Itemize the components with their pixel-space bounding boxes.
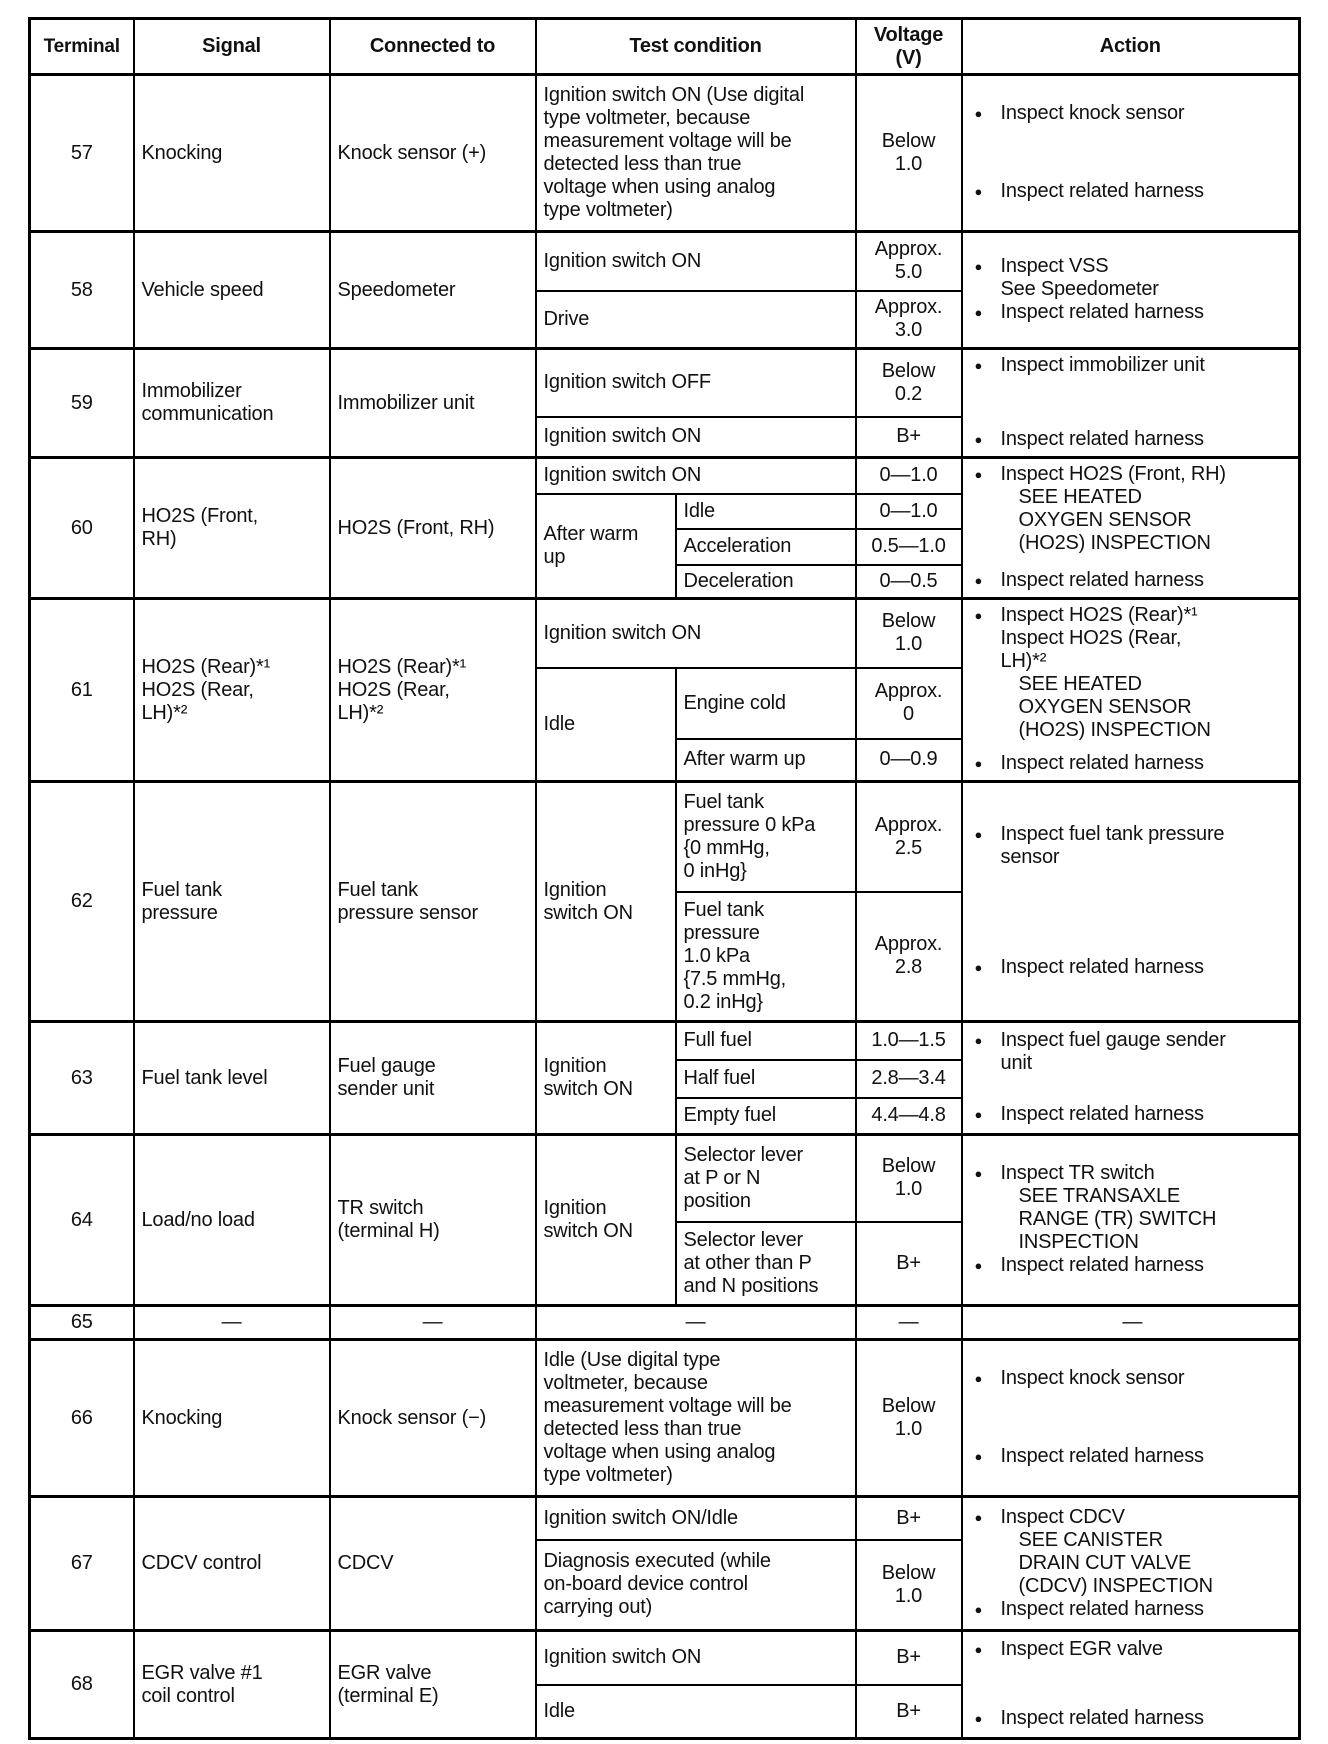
voltage-cell: 0.5—1.0	[856, 529, 962, 565]
action-item	[975, 1552, 1291, 1575]
test-subcondition-cell: Fuel tank pressure 1.0 kPa {7.5 mmHg, 0.2 inHg}	[676, 892, 856, 1022]
signal-cell: Vehicle speed	[134, 232, 330, 349]
action-item	[975, 752, 1291, 775]
action-text: SEE CANISTER	[1018, 1528, 1163, 1551]
voltage-cell: Below 0.2	[856, 349, 962, 417]
table-row	[30, 1135, 1300, 1222]
action-list	[975, 1136, 1291, 1303]
table-row	[30, 1497, 1300, 1540]
action-text: INSPECTION	[1018, 1231, 1139, 1253]
voltage-cell: —	[856, 1306, 962, 1340]
bullet-icon: ●	[974, 305, 983, 320]
voltage-cell: Below 1.0	[856, 599, 962, 668]
action-text: (CDCV) INSPECTION	[1018, 1574, 1213, 1597]
test-condition-group-cell: Idle	[536, 668, 676, 782]
voltage-cell: 0—0.9	[856, 739, 962, 782]
signal-cell: HO2S (Rear)*¹ HO2S (Rear, LH)*²	[134, 599, 330, 782]
connected-to-cell: TR switch (terminal H)	[330, 1135, 536, 1306]
action-text: Inspect TR switch	[1000, 1162, 1155, 1184]
action-text: Inspect knock sensor	[1000, 102, 1185, 124]
action-text: (HO2S) INSPECTION	[1018, 532, 1211, 554]
action-cell	[962, 1497, 1300, 1631]
connected-to-cell: CDCV	[330, 1497, 536, 1631]
connected-to-cell: Knock sensor (+)	[330, 75, 536, 232]
header-signal: Signal	[134, 19, 330, 75]
header-row	[30, 19, 1300, 75]
action-text: Inspect HO2S (Rear)*¹	[1000, 604, 1198, 626]
action-list	[975, 783, 1291, 1019]
table-body	[30, 75, 1300, 1739]
action-cell	[962, 1135, 1300, 1306]
action-list	[975, 1341, 1291, 1494]
connected-to-cell: Immobilizer unit	[330, 349, 536, 458]
action-text: Inspect related harness	[1000, 1597, 1204, 1620]
action-block	[975, 255, 1291, 324]
bullet-icon: ●	[974, 608, 983, 623]
action-item	[975, 509, 1291, 532]
test-subcondition-cell: Selector lever at P or N position	[676, 1135, 856, 1222]
voltage-cell: B+	[856, 1685, 962, 1739]
table-row	[30, 458, 1300, 494]
table-row	[30, 75, 1300, 232]
test-condition-group-cell: Ignition switch ON	[536, 1135, 676, 1306]
voltage-cell: Approx. 0	[856, 668, 962, 739]
action-item	[975, 532, 1291, 555]
table-row	[30, 232, 1300, 291]
action-block	[975, 1162, 1291, 1277]
bullet-icon: ●	[974, 358, 983, 373]
action-block	[975, 1367, 1291, 1390]
voltage-cell: Below 1.0	[856, 1135, 962, 1222]
action-text: —	[1122, 1310, 1143, 1333]
action-item	[975, 673, 1291, 696]
voltage-cell: Approx. 3.0	[856, 291, 962, 349]
bullet-icon: ●	[974, 1107, 983, 1122]
table-row	[30, 782, 1300, 892]
voltage-cell: Approx. 2.5	[856, 782, 962, 892]
voltage-cell: B+	[856, 1497, 962, 1540]
action-item	[975, 1162, 1291, 1185]
bullet-icon: ●	[974, 1601, 983, 1617]
test-condition-cell: Ignition switch ON	[536, 1631, 856, 1685]
terminal-cell: 62	[30, 782, 134, 1022]
header-action: Action	[962, 19, 1300, 75]
action-block	[975, 102, 1291, 125]
action-list	[975, 233, 1291, 346]
table-row	[30, 1022, 1300, 1060]
terminal-cell: 57	[30, 75, 134, 232]
voltage-cell: 4.4—4.8	[856, 1098, 962, 1135]
action-text: LH)*²	[1000, 650, 1047, 672]
test-condition-group-cell: Ignition switch ON	[536, 1022, 676, 1135]
action-text: Inspect related harness	[1000, 1103, 1204, 1125]
test-condition-cell: Drive	[536, 291, 856, 349]
ecu-terminal-table	[28, 17, 1301, 1740]
action-cell	[962, 1306, 1300, 1340]
terminal-cell: 63	[30, 1022, 134, 1135]
test-subcondition-cell: After warm up	[676, 739, 856, 782]
voltage-cell: B+	[856, 417, 962, 458]
action-block	[975, 1445, 1291, 1468]
voltage-cell: B+	[856, 1222, 962, 1306]
test-subcondition-cell: Idle	[676, 494, 856, 529]
action-block	[975, 823, 1291, 869]
voltage-cell: Below 1.0	[856, 1540, 962, 1631]
action-list	[975, 76, 1291, 229]
header-test-condition: Test condition	[536, 19, 856, 75]
action-cell	[962, 75, 1300, 232]
bullet-icon: ●	[974, 106, 983, 121]
action-list	[975, 1498, 1291, 1628]
action-block	[975, 463, 1291, 555]
bullet-icon: ●	[974, 1642, 983, 1657]
action-cell	[962, 599, 1300, 782]
terminal-cell: 68	[30, 1631, 134, 1739]
connected-to-cell: HO2S (Front, RH)	[330, 458, 536, 599]
action-item	[975, 354, 1291, 377]
terminal-cell: 61	[30, 599, 134, 782]
test-subcondition-cell: Half fuel	[676, 1060, 856, 1098]
test-subcondition-cell: Acceleration	[676, 529, 856, 565]
action-item	[975, 569, 1291, 592]
bullet-icon: ●	[974, 259, 983, 274]
action-text: Inspect HO2S (Front, RH)	[1000, 463, 1226, 485]
action-item	[975, 1445, 1291, 1468]
action-text: Inspect related harness	[1000, 1254, 1204, 1276]
action-text: Inspect related harness	[1000, 1445, 1204, 1467]
connected-to-cell: —	[330, 1306, 536, 1340]
action-text: Inspect HO2S (Rear,	[1000, 627, 1182, 649]
action-text: sensor	[1000, 846, 1060, 868]
action-item	[975, 846, 1291, 869]
terminal-cell: 65	[30, 1306, 134, 1340]
action-list	[975, 459, 1291, 596]
action-list	[975, 1632, 1291, 1736]
action-item	[975, 1598, 1291, 1621]
test-condition-cell: Ignition switch ON/Idle	[536, 1497, 856, 1540]
action-block	[975, 752, 1291, 775]
header-connected-to: Connected to	[330, 19, 536, 75]
action-text: See Speedometer	[1000, 278, 1159, 300]
voltage-cell: 0—1.0	[856, 494, 962, 529]
action-item	[975, 1529, 1291, 1552]
action-text: OXYGEN SENSOR	[1018, 509, 1192, 531]
action-item	[975, 301, 1291, 324]
connected-to-cell: Fuel gauge sender unit	[330, 1022, 536, 1135]
action-text: Inspect related harness	[1000, 569, 1204, 591]
test-condition-cell: Idle	[536, 1685, 856, 1739]
action-text: (HO2S) INSPECTION	[1018, 719, 1211, 741]
action-block	[975, 1103, 1291, 1126]
test-subcondition-cell: Fuel tank pressure 0 kPa {0 mmHg, 0 inHg}	[676, 782, 856, 892]
connected-to-cell: HO2S (Rear)*¹ HO2S (Rear, LH)*²	[330, 599, 536, 782]
action-item	[975, 278, 1291, 301]
action-list	[975, 600, 1291, 779]
voltage-cell: B+	[856, 1631, 962, 1685]
header-voltage: Voltage (V)	[856, 19, 962, 75]
action-item	[975, 1254, 1291, 1277]
terminal-cell: 60	[30, 458, 134, 599]
action-item	[975, 1052, 1291, 1075]
signal-cell: —	[134, 1306, 330, 1340]
action-item	[975, 627, 1291, 650]
table-row	[30, 349, 1300, 417]
action-text: Inspect CDCV	[1000, 1505, 1125, 1528]
action-list	[975, 1307, 1291, 1337]
connected-to-cell: Fuel tank pressure sensor	[330, 782, 536, 1022]
action-text: Inspect VSS	[1000, 255, 1109, 277]
action-block	[975, 1506, 1291, 1621]
action-item	[975, 255, 1291, 278]
signal-cell: Knocking	[134, 1340, 330, 1497]
action-text: Inspect EGR valve	[1000, 1638, 1163, 1660]
test-condition-cell: Ignition switch ON	[536, 417, 856, 458]
bullet-icon: ●	[974, 1509, 983, 1525]
bullet-icon: ●	[974, 756, 983, 771]
action-block	[975, 569, 1291, 592]
action-cell	[962, 458, 1300, 599]
terminal-cell: 67	[30, 1497, 134, 1631]
action-block	[975, 354, 1291, 377]
action-text: RANGE (TR) SWITCH	[1018, 1208, 1217, 1230]
bullet-icon: ●	[974, 1711, 983, 1726]
action-block	[975, 1029, 1291, 1075]
action-item	[975, 719, 1291, 742]
action-item	[975, 180, 1291, 203]
action-block	[975, 956, 1291, 979]
bullet-icon: ●	[974, 1449, 983, 1464]
action-block	[975, 428, 1291, 451]
action-text: Inspect related harness	[1000, 180, 1204, 202]
signal-cell: Fuel tank level	[134, 1022, 330, 1135]
test-subcondition-cell: Empty fuel	[676, 1098, 856, 1135]
terminal-cell: 58	[30, 232, 134, 349]
action-item	[975, 1638, 1291, 1661]
action-item	[975, 1367, 1291, 1390]
terminal-cell: 59	[30, 349, 134, 458]
bullet-icon: ●	[974, 467, 983, 482]
action-cell	[962, 782, 1300, 1022]
action-cell	[962, 1340, 1300, 1497]
connected-to-cell: EGR valve (terminal E)	[330, 1631, 536, 1739]
action-item	[975, 1208, 1291, 1231]
test-condition-cell: Ignition switch OFF	[536, 349, 856, 417]
signal-cell: EGR valve #1 coil control	[134, 1631, 330, 1739]
action-text: OXYGEN SENSOR	[1018, 696, 1192, 718]
action-text: Inspect immobilizer unit	[1000, 354, 1205, 376]
test-condition-cell: Ignition switch ON	[536, 458, 856, 494]
action-block	[975, 180, 1291, 203]
action-item	[975, 486, 1291, 509]
action-cell	[962, 349, 1300, 458]
terminal-cell: 64	[30, 1135, 134, 1306]
action-text: SEE TRANSAXLE	[1018, 1185, 1181, 1207]
action-cell	[962, 1022, 1300, 1135]
action-item	[975, 1029, 1291, 1052]
test-condition-cell: Ignition switch ON	[536, 599, 856, 668]
bullet-icon: ●	[974, 573, 983, 588]
voltage-cell: 0—0.5	[856, 565, 962, 599]
action-item	[975, 102, 1291, 125]
action-text: Inspect related harness	[1000, 752, 1204, 774]
test-condition-group-cell: Ignition switch ON	[536, 782, 676, 1022]
test-subcondition-cell: Engine cold	[676, 668, 856, 739]
action-text: Inspect related harness	[1000, 1707, 1204, 1729]
signal-cell: Load/no load	[134, 1135, 330, 1306]
signal-cell: HO2S (Front, RH)	[134, 458, 330, 599]
action-cell	[962, 1631, 1300, 1739]
action-text: Inspect related harness	[1000, 956, 1204, 978]
action-text: Inspect related harness	[1000, 428, 1204, 450]
terminal-cell: 66	[30, 1340, 134, 1497]
action-text: Inspect fuel tank pressure	[1000, 823, 1225, 845]
voltage-cell: Below 1.0	[856, 1340, 962, 1497]
bullet-icon: ●	[974, 1033, 983, 1048]
bullet-icon: ●	[974, 960, 983, 975]
table-row	[30, 1306, 1300, 1340]
voltage-cell: Approx. 5.0	[856, 232, 962, 291]
bullet-icon: ●	[974, 184, 983, 199]
action-cell	[962, 232, 1300, 349]
test-condition-cell: Ignition switch ON	[536, 232, 856, 291]
bullet-icon: ●	[974, 1166, 983, 1181]
table-row	[30, 1340, 1300, 1497]
action-block	[975, 1707, 1291, 1730]
voltage-cell: 2.8—3.4	[856, 1060, 962, 1098]
signal-cell: CDCV control	[134, 1497, 330, 1631]
action-item	[975, 463, 1291, 486]
action-item	[975, 1185, 1291, 1208]
action-item	[975, 696, 1291, 719]
test-condition-cell: Ignition switch ON (Use digital type voltmeter, because measurement voltage will be detected less than true voltage when using analog type voltmeter)	[536, 75, 856, 232]
action-item	[975, 1707, 1291, 1730]
bullet-icon: ●	[974, 1371, 983, 1386]
action-block	[975, 1638, 1291, 1661]
bullet-icon: ●	[974, 827, 983, 842]
test-condition-cell: —	[536, 1306, 856, 1340]
action-item	[975, 428, 1291, 451]
signal-cell: Immobilizer communication	[134, 349, 330, 458]
test-subcondition-cell: Full fuel	[676, 1022, 856, 1060]
action-item	[975, 1575, 1291, 1598]
bullet-icon: ●	[974, 1258, 983, 1273]
action-item	[975, 1103, 1291, 1126]
action-text: unit	[1000, 1052, 1032, 1074]
action-item	[975, 650, 1291, 673]
connected-to-cell: Speedometer	[330, 232, 536, 349]
signal-cell: Knocking	[134, 75, 330, 232]
header-terminal: Terminal	[30, 19, 134, 75]
test-subcondition-cell: Selector lever at other than P and N positions	[676, 1222, 856, 1306]
table-row	[30, 599, 1300, 668]
action-text: Inspect related harness	[1000, 301, 1204, 323]
test-condition-cell: Diagnosis executed (while on-board device control carrying out)	[536, 1540, 856, 1631]
action-item	[975, 823, 1291, 846]
action-item	[975, 956, 1291, 979]
action-text: SEE HEATED	[1018, 486, 1142, 508]
test-condition-cell: Idle (Use digital type voltmeter, because measurement voltage will be detected less than true voltage when using analog type voltmeter)	[536, 1340, 856, 1497]
action-item	[975, 1231, 1291, 1254]
test-subcondition-cell: Deceleration	[676, 565, 856, 599]
action-text: SEE HEATED	[1018, 673, 1142, 695]
connected-to-cell: Knock sensor (−)	[330, 1340, 536, 1497]
test-condition-group-cell: After warm up	[536, 494, 676, 599]
voltage-cell: Below 1.0	[856, 75, 962, 232]
table-row	[30, 1631, 1300, 1685]
voltage-cell: 1.0—1.5	[856, 1022, 962, 1060]
action-item	[975, 604, 1291, 627]
action-item	[975, 1311, 1291, 1334]
action-text: Inspect knock sensor	[1000, 1367, 1185, 1389]
action-list	[975, 350, 1291, 455]
signal-cell: Fuel tank pressure	[134, 782, 330, 1022]
action-text: Inspect fuel gauge sender	[1000, 1029, 1226, 1051]
voltage-cell: Approx. 2.8	[856, 892, 962, 1022]
action-block	[975, 604, 1291, 742]
action-block	[975, 1311, 1291, 1334]
voltage-cell: 0—1.0	[856, 458, 962, 494]
action-item	[975, 1506, 1291, 1529]
action-text: DRAIN CUT VALVE	[1018, 1551, 1192, 1574]
bullet-icon: ●	[974, 432, 983, 447]
action-list	[975, 1023, 1291, 1132]
